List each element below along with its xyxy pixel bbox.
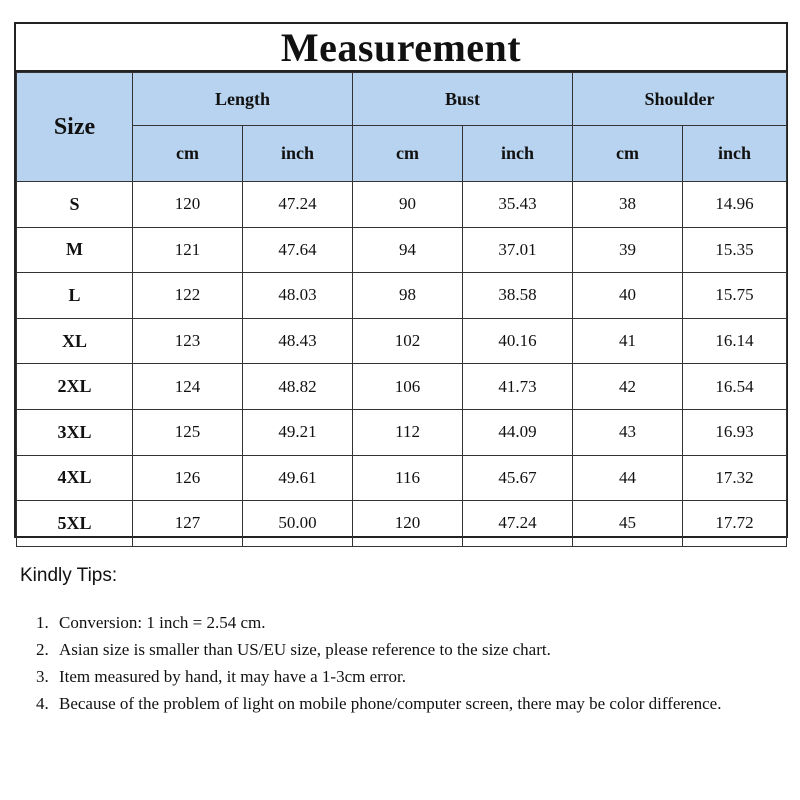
size-cell: S — [17, 182, 133, 228]
size-chart — [14, 22, 788, 538]
table-row — [17, 501, 787, 547]
value-cell: 125 — [133, 409, 243, 455]
value-cell: 47.24 — [463, 501, 573, 547]
value-cell: 121 — [133, 227, 243, 273]
value-cell: 126 — [133, 455, 243, 501]
size-table — [16, 72, 787, 547]
value-cell: 48.82 — [243, 364, 353, 410]
value-cell: 45 — [573, 501, 683, 547]
size-cell: XL — [17, 318, 133, 364]
value-cell: 15.35 — [683, 227, 787, 273]
value-cell: 16.54 — [683, 364, 787, 410]
value-cell: 49.61 — [243, 455, 353, 501]
tip-item: 4. Because of the problem of light on mobile phone/computer screen, there may be color difference. — [53, 690, 790, 717]
value-cell: 49.21 — [243, 409, 353, 455]
tips-section — [20, 565, 790, 717]
unit-header: cm — [133, 126, 243, 182]
value-cell: 44.09 — [463, 409, 573, 455]
value-cell: 17.32 — [683, 455, 787, 501]
value-cell: 17.72 — [683, 501, 787, 547]
unit-header: cm — [573, 126, 683, 182]
value-cell: 122 — [133, 273, 243, 319]
tip-item: 3. Item measured by hand, it may have a 1-3cm error. — [53, 663, 790, 690]
value-cell: 41 — [573, 318, 683, 364]
value-cell: 42 — [573, 364, 683, 410]
table-row — [17, 182, 787, 228]
value-cell: 116 — [353, 455, 463, 501]
value-cell: 112 — [353, 409, 463, 455]
value-cell: 14.96 — [683, 182, 787, 228]
value-cell: 45.67 — [463, 455, 573, 501]
unit-header: inch — [463, 126, 573, 182]
table-row — [17, 455, 787, 501]
table-body — [17, 182, 787, 547]
unit-header-row — [17, 126, 787, 182]
size-cell: M — [17, 227, 133, 273]
size-cell: 3XL — [17, 409, 133, 455]
length-header: Length — [133, 73, 353, 126]
value-cell: 48.03 — [243, 273, 353, 319]
value-cell: 98 — [353, 273, 463, 319]
page-title: Measurement — [280, 25, 522, 70]
bust-header: Bust — [353, 73, 573, 126]
value-cell: 94 — [353, 227, 463, 273]
value-cell: 38.58 — [463, 273, 573, 319]
value-cell: 106 — [353, 364, 463, 410]
value-cell: 40.16 — [463, 318, 573, 364]
value-cell: 16.14 — [683, 318, 787, 364]
table-row — [17, 273, 787, 319]
group-header-row — [17, 73, 787, 126]
size-cell: 4XL — [17, 455, 133, 501]
value-cell: 41.73 — [463, 364, 573, 410]
table-row — [17, 409, 787, 455]
tip-item: 1. Conversion: 1 inch = 2.54 cm. — [53, 609, 790, 636]
value-cell: 16.93 — [683, 409, 787, 455]
size-cell: 5XL — [17, 501, 133, 547]
table-row — [17, 318, 787, 364]
value-cell: 102 — [353, 318, 463, 364]
value-cell: 120 — [353, 501, 463, 547]
value-cell: 37.01 — [463, 227, 573, 273]
size-cell: 2XL — [17, 364, 133, 410]
value-cell: 120 — [133, 182, 243, 228]
tips-list — [20, 609, 790, 717]
value-cell: 124 — [133, 364, 243, 410]
value-cell: 47.24 — [243, 182, 353, 228]
value-cell: 127 — [133, 501, 243, 547]
unit-header: cm — [353, 126, 463, 182]
table-row — [17, 364, 787, 410]
value-cell: 38 — [573, 182, 683, 228]
tips-title: Kindly Tips: — [20, 565, 118, 586]
table-row — [17, 227, 787, 273]
value-cell: 35.43 — [463, 182, 573, 228]
size-column-header: Size — [17, 73, 133, 182]
value-cell: 43 — [573, 409, 683, 455]
value-cell: 48.43 — [243, 318, 353, 364]
size-cell: L — [17, 273, 133, 319]
tip-item: 2. Asian size is smaller than US/EU size, please reference to the size chart. — [53, 636, 790, 663]
value-cell: 47.64 — [243, 227, 353, 273]
unit-header: inch — [243, 126, 353, 182]
value-cell: 44 — [573, 455, 683, 501]
title-row — [16, 24, 786, 72]
value-cell: 90 — [353, 182, 463, 228]
value-cell: 40 — [573, 273, 683, 319]
value-cell: 39 — [573, 227, 683, 273]
value-cell: 15.75 — [683, 273, 787, 319]
shoulder-header: Shoulder — [573, 73, 787, 126]
unit-header: inch — [683, 126, 787, 182]
value-cell: 123 — [133, 318, 243, 364]
value-cell: 50.00 — [243, 501, 353, 547]
